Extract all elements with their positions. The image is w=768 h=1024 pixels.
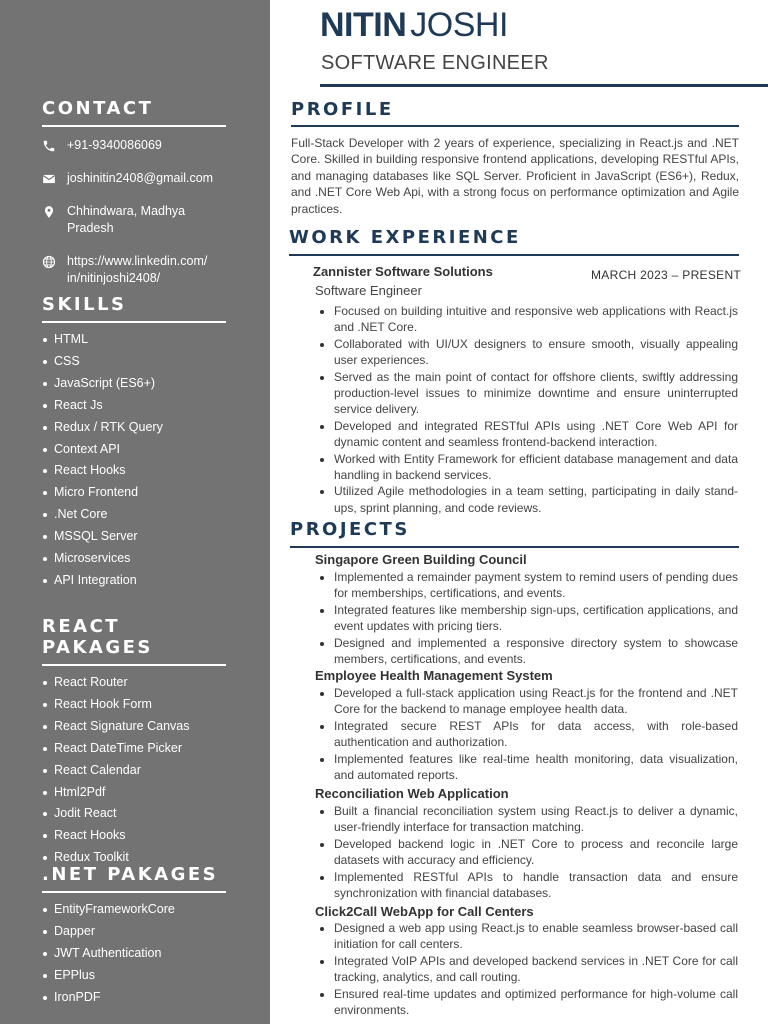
net-packages-title: .NET PAKAGES: [42, 864, 226, 893]
skill-item: Redux / RTK Query: [42, 417, 226, 439]
candidate-name: [320, 6, 508, 45]
project-bullet: Developed backend logic in .NET Core to process and reconcile large datasets with accuracy and efficiency.: [334, 836, 738, 868]
react-package-item: Jodit React: [42, 803, 226, 825]
phone-text[interactable]: +91-9340086069: [67, 138, 162, 152]
contact-phone: [42, 137, 226, 154]
project-title: Click2Call WebApp for Call Centers: [315, 904, 534, 919]
experience-bullet: Utilized Agile methodologies in a team setting, participating in daily stand-ups, sprint planning, and code reviews.: [334, 484, 738, 515]
globe-icon: [42, 255, 56, 269]
skill-item: CSS: [42, 351, 226, 373]
skill-item: API Integration: [42, 570, 226, 592]
project-bullets: [334, 803, 738, 901]
skills-title: SKILLS: [42, 294, 226, 323]
skills-list: [42, 329, 226, 592]
net-package-item: Dapper: [42, 921, 226, 943]
project-bullets: [334, 920, 738, 1018]
react-package-item: React Hooks: [42, 825, 226, 847]
linkedin-line-2: in/nitinjoshi2408/: [67, 271, 161, 285]
react-package-item: Redux Toolkit: [42, 847, 226, 869]
contact-section: [42, 98, 226, 287]
experience-bullet: Collaborated with UI/UX designers to ensure smooth, visually appealing user experiences.: [334, 336, 738, 368]
contact-title: CONTACT: [42, 98, 226, 127]
net-package-item: EntityFrameworkCore: [42, 899, 226, 921]
react-packages-section: [42, 616, 226, 869]
email-text[interactable]: joshinitin2408@gmail.com: [67, 171, 214, 185]
project-bullet: Integrated VoIP APIs and developed backend services in .NET Core for call tracking, analytics, and call routing.: [334, 953, 738, 985]
last-name: JOSHI: [410, 6, 508, 44]
skill-item: MSSQL Server: [42, 526, 226, 548]
phone-icon: [42, 139, 56, 153]
net-package-item: EPPlus: [42, 965, 226, 987]
react-packages-list: [42, 672, 226, 869]
project-title: Singapore Green Building Council: [315, 552, 527, 567]
job-dates: MARCH 2023 – PRESENT: [591, 268, 742, 282]
skill-item: Microservices: [42, 548, 226, 570]
mail-icon: [42, 172, 56, 186]
job-role: Software Engineer: [315, 283, 422, 298]
candidate-role: SOFTWARE ENGINEER: [321, 52, 549, 74]
project-bullet: Ensured real-time updates and optimized performance for high-volume call environments.: [334, 986, 738, 1018]
skill-item: React Js: [42, 395, 226, 417]
skill-item: HTML: [42, 329, 226, 351]
skill-item: .Net Core: [42, 504, 226, 526]
skill-item: React Hooks: [42, 460, 226, 482]
skill-item: Micro Frontend: [42, 482, 226, 504]
react-packages-title: REACT PAKAGES: [42, 616, 226, 666]
skills-section: [42, 294, 226, 592]
project-bullet: Built a financial reconciliation system using React.js to deliver a dynamic, user-friendly interface for transaction matching.: [334, 804, 738, 835]
skill-item: JavaScript (ES6+): [42, 373, 226, 395]
experience-bullet: Worked with Entity Framework for efficient database management and data handling in backend services.: [334, 451, 738, 483]
react-package-item: React DateTime Picker: [42, 738, 226, 760]
linkedin-link[interactable]: [67, 253, 207, 287]
linkedin-line-1: https://www.linkedin.com/: [67, 254, 208, 268]
projects-title: PROJECTS: [290, 519, 410, 540]
experience-title: WORK EXPERIENCE: [289, 227, 521, 248]
contact-location: [42, 203, 226, 237]
sidebar: [0, 0, 270, 1024]
net-packages-section: [42, 864, 226, 1009]
project-title: Employee Health Management System: [315, 668, 553, 683]
skill-item: Context API: [42, 439, 226, 461]
react-package-item: Html2Pdf: [42, 782, 226, 804]
location-pin-icon: [42, 205, 56, 219]
project-bullet: Designed and implemented a responsive directory system to showcase members, certifications, and events.: [334, 635, 738, 667]
react-package-item: React Calendar: [42, 760, 226, 782]
contact-email: [42, 170, 226, 187]
net-package-item: JWT Authentication: [42, 943, 226, 965]
experience-bullets: [334, 303, 738, 516]
project-bullet: Implemented a remainder payment system to remind users of pending dues for memberships, certifications, and events.: [334, 570, 738, 601]
net-packages-list: [42, 899, 226, 1009]
project-bullets: [334, 569, 738, 667]
project-bullet: Developed a full-stack application using React.js for the frontend and .NET Core for the backend to manage employee health data.: [334, 686, 738, 717]
react-package-item: React Signature Canvas: [42, 716, 226, 738]
experience-bullet: Served as the main point of contact for offshore clients, swiftly addressing production-level issues to minimize downtime and ensure uninterrupted service delivery.: [334, 369, 738, 417]
profile-divider: [291, 125, 739, 127]
projects-divider: [290, 546, 739, 548]
profile-text: Full-Stack Developer with 2 years of experience, specializing in React.js and .NET Core. Skilled in building responsive frontend applications, developing RESTful APIs, and managing databases like SQL Server. Proficient in JavaScript (ES6+), Redux, and .NET Core Web Api, with a strong focus on performance optimization and Agile practices.: [291, 136, 739, 216]
experience-bullet: Focused on building intuitive and responsive web applications with React.js and .NET Core.: [334, 304, 738, 335]
profile-title: PROFILE: [291, 99, 394, 120]
project-bullet: Implemented features like real-time health monitoring, data visualization, and automated reports.: [334, 751, 738, 783]
project-title: Reconciliation Web Application: [315, 786, 509, 801]
project-bullet: Integrated features like membership sign-ups, certification applications, and event updates with pricing tiers.: [334, 602, 738, 634]
project-bullet: Designed a web app using React.js to enable seamless browser-based call initiation for call centers.: [334, 921, 738, 952]
location-text: Chhindwara, Madhya Pradesh: [67, 204, 186, 235]
company-name: Zannister Software Solutions: [313, 264, 493, 279]
react-package-item: React Hook Form: [42, 694, 226, 716]
project-bullets: [334, 685, 738, 783]
net-package-item: IronPDF: [42, 987, 226, 1009]
project-bullet: Implemented RESTful APIs to handle transaction data and ensure synchronization with financial databases.: [334, 869, 738, 901]
experience-divider: [289, 254, 739, 256]
react-package-item: React Router: [42, 672, 226, 694]
contact-linkedin: [42, 253, 226, 287]
first-name: NITIN: [320, 6, 407, 44]
project-bullet: Integrated secure REST APIs for data access, with role-based authentication and authorization.: [334, 718, 738, 750]
experience-bullet: Developed and integrated RESTful APIs using .NET Core Web API for dynamic content and seamless frontend-backend interaction.: [334, 418, 738, 450]
header-divider: [320, 84, 768, 87]
